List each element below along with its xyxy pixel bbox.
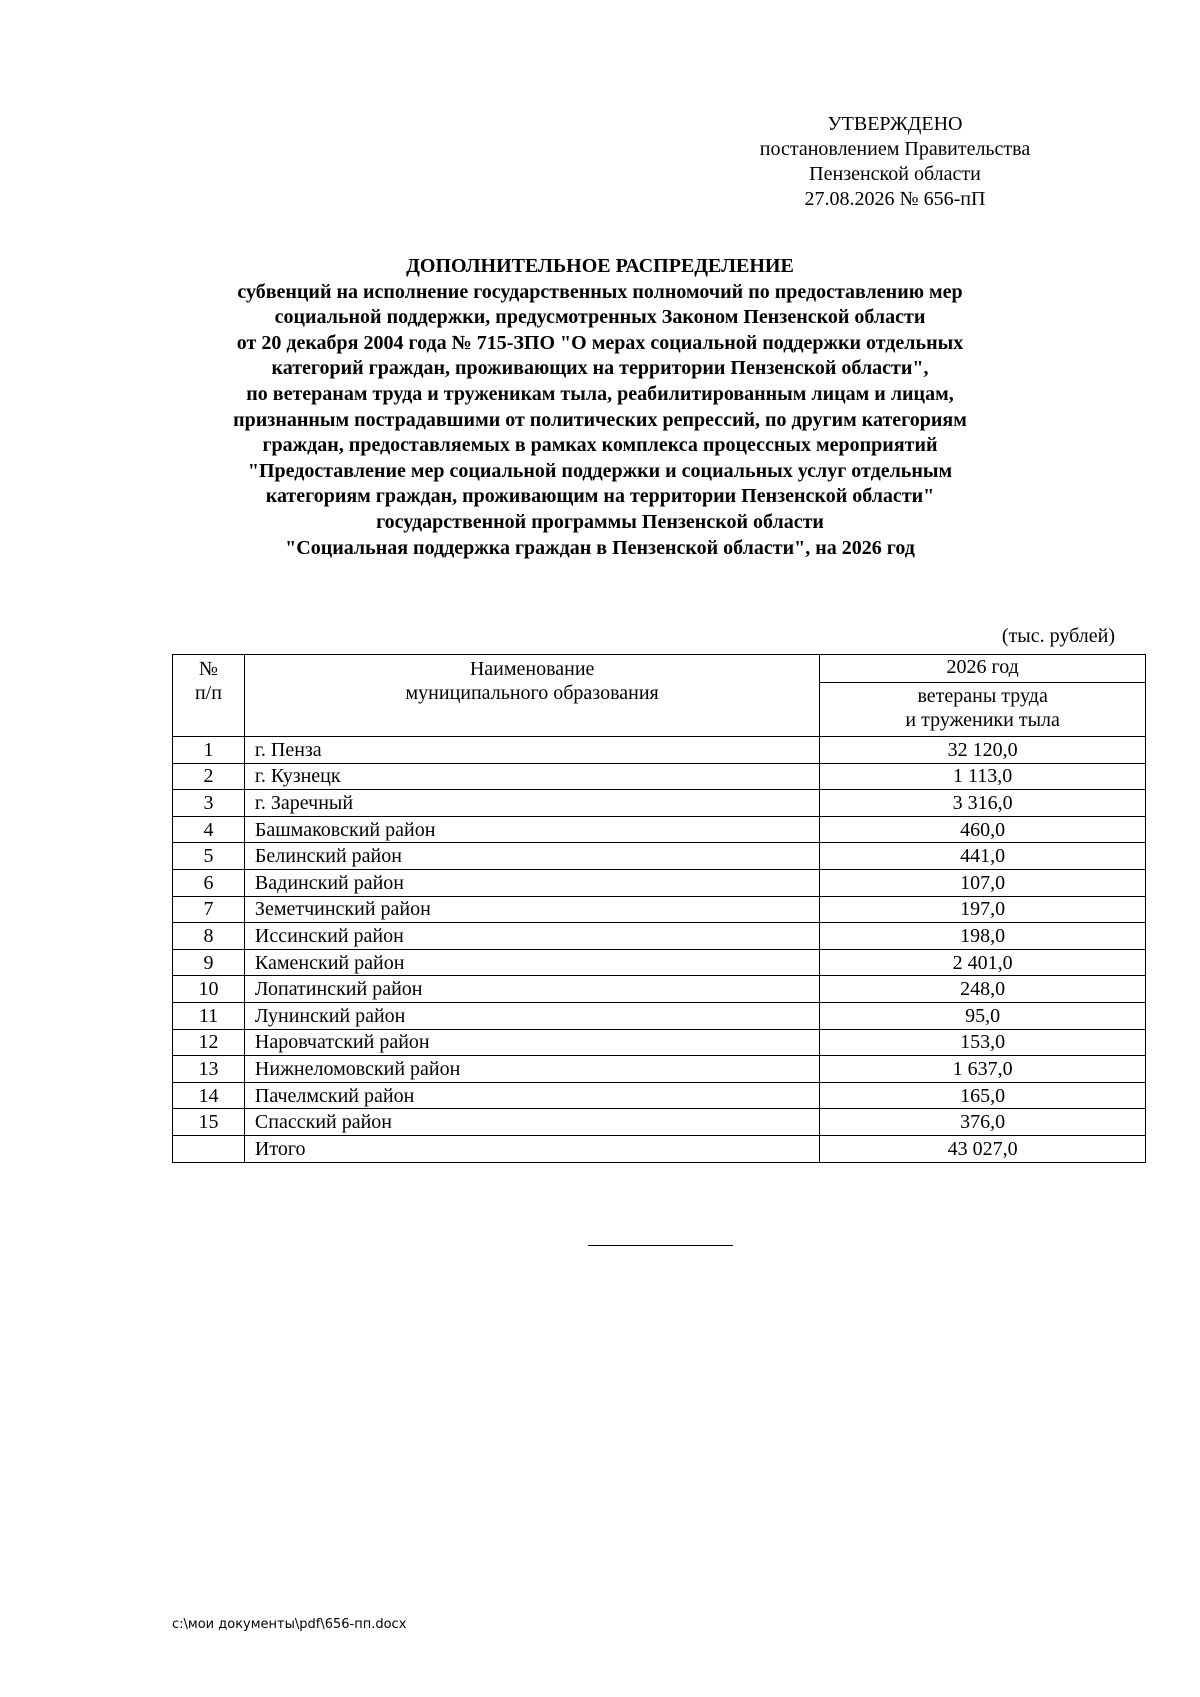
row-municipality: г. Пенза [244,737,819,764]
approval-date-number: 27.08.2026 № 656-пП [804,188,986,210]
table-row [173,896,1146,923]
title-line: категорий граждан, проживающих на территории Пензенской области", [271,357,929,380]
table-row [173,949,1146,976]
row-amount: 153,0 [820,1029,1146,1056]
row-amount: 1 637,0 [820,1056,1146,1083]
table-row [173,1002,1146,1029]
title-line: социальной поддержки, предусмотренных Законом Пензенской области [274,306,926,329]
row-number: 6 [173,869,245,896]
row-municipality: Земетчинский район [244,896,819,923]
total-label: Итого [244,1135,819,1162]
row-amount: 165,0 [820,1082,1146,1109]
row-municipality: Нижнеломовский район [244,1056,819,1083]
row-municipality: Лунинский район [244,1002,819,1029]
row-amount: 376,0 [820,1109,1146,1136]
row-amount: 32 120,0 [820,737,1146,764]
row-amount: 107,0 [820,869,1146,896]
distribution-table [172,654,1146,1163]
row-municipality: г. Кузнецк [244,763,819,790]
table-row [173,1056,1146,1083]
row-amount: 95,0 [820,1002,1146,1029]
units-label: (тыс. рублей) [1001,625,1115,647]
approval-stamp [730,112,1060,212]
title-line: граждан, предоставляемых в рамках комплекса процессных мероприятий [262,434,938,457]
row-number: 8 [173,923,245,950]
title-line: по ветеранам труда и труженикам тыла, реабилитированным лицам и лицам, [246,382,954,405]
row-municipality: Башмаковский район [244,816,819,843]
row-municipality: Пачелмский район [244,1082,819,1109]
row-municipality: Вадинский район [244,869,819,896]
end-separator-line [588,1245,733,1246]
table-header-row [173,655,1146,683]
table-total-row [173,1135,1146,1162]
header-number-label: п/п [194,682,222,704]
row-amount: 1 113,0 [820,763,1146,790]
header-category [820,683,1146,737]
header-municipality-line2: муниципального образования [405,682,659,704]
header-year: 2026 год [820,655,1146,683]
row-number: 4 [173,816,245,843]
total-amount: 43 027,0 [820,1135,1146,1162]
row-number: 1 [173,737,245,764]
row-amount: 198,0 [820,923,1146,950]
table-row [173,1109,1146,1136]
document-title [150,254,1050,561]
title-line: субвенций на исполнение государственных полномочий по предоставлению мер [237,280,963,303]
row-number: 9 [173,949,245,976]
row-amount: 441,0 [820,843,1146,870]
table-row [173,790,1146,817]
title-line: признанным пострадавшими от политических репрессий, по другим категориям [233,408,967,431]
table-row [173,1082,1146,1109]
row-amount: 197,0 [820,896,1146,923]
row-number: 13 [173,1056,245,1083]
row-number: 15 [173,1109,245,1136]
row-number: 5 [173,843,245,870]
header-municipality-line1: Наименование [469,658,595,680]
title-line: от 20 декабря 2004 года № 715-ЗПО "О мерах социальной поддержки отдельных [236,331,964,354]
table-row [173,737,1146,764]
title-line: ДОПОЛНИТЕЛЬНОЕ РАСПРЕДЕЛЕНИЕ [406,255,794,277]
approval-region: Пензенской области [809,163,981,185]
row-municipality: Белинский район [244,843,819,870]
row-amount: 2 401,0 [820,949,1146,976]
table-row [173,869,1146,896]
approval-authority: постановлением Правительства [759,138,1031,160]
header-category-line1: ветераны труда [917,685,1048,707]
row-number: 7 [173,896,245,923]
row-municipality: Наровчатский район [244,1029,819,1056]
title-line: государственной программы Пензенской области [376,510,824,533]
title-line: "Предоставление мер социальной поддержки и социальных услуг отдельным [247,459,953,482]
table-row [173,976,1146,1003]
row-amount: 460,0 [820,816,1146,843]
total-number [173,1135,245,1162]
row-municipality: Спасский район [244,1109,819,1136]
row-amount: 3 316,0 [820,790,1146,817]
approval-title: УТВЕРЖДЕНО [827,113,963,135]
row-municipality: г. Заречный [244,790,819,817]
file-path-footer: c:\мои документы\pdf\656-пп.docx [172,1617,407,1632]
row-number: 12 [173,1029,245,1056]
row-number: 10 [173,976,245,1003]
title-line: категориям граждан, проживающим на территории Пензенской области" [265,485,935,508]
table-row [173,763,1146,790]
row-municipality: Каменский район [244,949,819,976]
header-municipality [244,655,819,737]
row-municipality: Лопатинский район [244,976,819,1003]
table-row [173,816,1146,843]
title-line: "Социальная поддержка граждан в Пензенской области", на 2026 год [285,536,915,559]
header-number-symbol: № [198,658,218,680]
header-number [173,655,245,737]
table-row [173,843,1146,870]
header-category-line2: и труженики тыла [905,709,1060,731]
row-municipality: Иссинский район [244,923,819,950]
table-row [173,1029,1146,1056]
row-number: 11 [173,1002,245,1029]
row-number: 2 [173,763,245,790]
table-row [173,923,1146,950]
row-amount: 248,0 [820,976,1146,1003]
row-number: 14 [173,1082,245,1109]
row-number: 3 [173,790,245,817]
